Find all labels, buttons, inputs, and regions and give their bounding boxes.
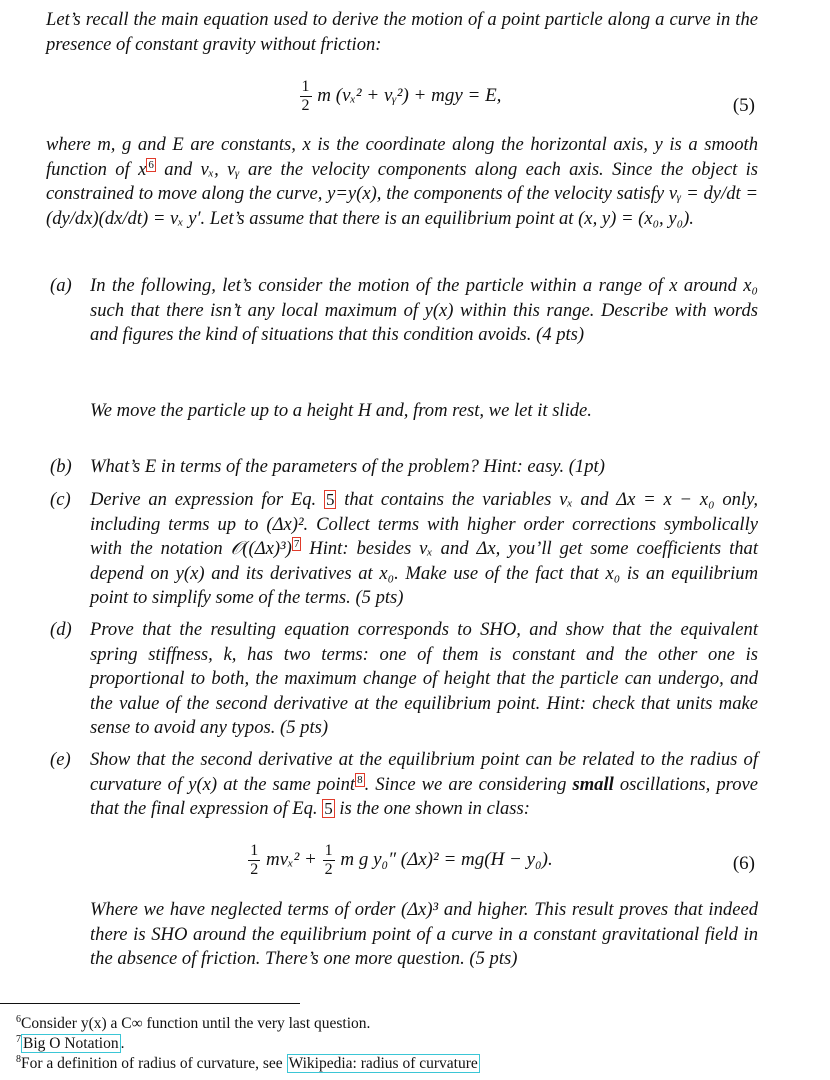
footnote-6-text: Consider y(x) a C∞ function until the very last question. [21, 1015, 371, 1033]
footnote-8-mark: 8 [16, 1054, 21, 1065]
where-text-a: where m, g and E are constants, x is the coordinate along the horizontal axis, y is a smooth function of x [46, 134, 758, 180]
eq6-numerator-2: 1 [324, 842, 333, 859]
question-d-text: Prove that the resulting equation corresponds to SHO, and show that the equivalent spring stiffness, k, has two terms: one of them is constant and the other one is proportional to both, the maximum change of height that the particle can undergo, and the value of the second derivative at the equilibrium point. Hint: check that units make sense to avoid any typos. (5 pts) [90, 619, 758, 738]
setup-text: We move the particle up to a height H and, from rest, we let it slide. [90, 400, 592, 421]
question-e-text-d: is the one shown in class: [334, 798, 530, 820]
wikipedia-radius-of-curvature-link[interactable]: Wikipedia: radius of curvature [288, 1055, 478, 1073]
eq5-expression: m (vₓ² + vᵧ²) + mgy = E, [317, 84, 502, 106]
footnote-7-mark: 7 [16, 1034, 21, 1045]
conclusion-text: Where we have neglected terms of order (Δx)³ and higher. This result proves that indeed there is SHO around the equilibrium point of a curve in a constant gravitational field in the absence of friction. There’s one more question. (5 pts) [90, 899, 758, 969]
question-e-text [90, 748, 758, 822]
where-paragraph [46, 133, 758, 231]
eq6-numerator-1: 1 [250, 842, 259, 859]
question-c-label: (c) [50, 489, 71, 510]
equation-5 [40, 78, 760, 115]
question-b-label: (b) [50, 456, 72, 477]
eq6-denominator-1: 2 [250, 861, 259, 878]
footnote-rule [0, 1003, 300, 1004]
eq5-denominator: 2 [301, 97, 310, 114]
eq-ref-5[interactable]: 5 [325, 490, 335, 509]
eq6-part-2: m g y₀″ (Δx)² = mg(H − y₀). [340, 848, 553, 870]
footnote-8 [16, 1050, 776, 1074]
footnote-ref-8[interactable]: 8 [357, 773, 363, 786]
question-c-text-b: that contains the variables vₓ and Δx = x − x₀ only, including terms up to (Δx)². Collect terms with higher order corrections symbolically with the notation 𝒪((Δx)³) [90, 489, 758, 560]
footnote-ref-6[interactable]: 6 [148, 158, 154, 171]
question-c-text [90, 488, 758, 611]
eq-ref-5-second[interactable]: 5 [324, 799, 333, 819]
eq6-part-1: mvₓ² + [266, 848, 317, 870]
footnote-7-tail: . [120, 1035, 125, 1053]
bold-small: small [572, 773, 614, 795]
eq6-fraction-1 [248, 842, 260, 879]
footnote-ref-7[interactable]: 7 [293, 538, 300, 550]
intro-paragraph: Let’s recall the main equation used to derive the motion of a point particle along a curve in the presence of constant gravity without friction: [46, 9, 758, 55]
equation-6 [40, 842, 760, 879]
footnote-8-text: For a definition of radius of curvature, see [21, 1055, 287, 1073]
question-e-text-b: . Since we are considering [364, 773, 573, 795]
question-e-label: (e) [50, 749, 71, 770]
eq5-fraction [300, 78, 312, 115]
question-e-text-a: Show that the second derivative at the equilibrium point can be related to the radius of curvature of y(x) at the same point [90, 749, 758, 795]
question-a-label: (a) [50, 275, 72, 296]
eq6-denominator-2: 2 [324, 861, 333, 878]
question-e-text-c: oscillations, prove that the final expression of Eq. [90, 773, 758, 820]
eq5-number: (5) [732, 95, 755, 116]
big-o-notation-link[interactable]: Big O Notation [23, 1035, 119, 1053]
question-c-text-c: Hint: besides vₓ and Δx, you’ll get some coefficients that depend on y(x) and its derivatives at x₀. Make use of the fact that x₀ is an equilibrium point to simplify some of the terms. (5 pts) [90, 538, 759, 609]
question-d-label: (d) [50, 619, 72, 640]
question-a-text: In the following, let’s consider the motion of the particle within a range of x around x₀ such that there isn’t any local maximum of y(x) within this range. Describe with words and figures the kind of situations that this condition avoids. (4 pts) [90, 275, 758, 345]
eq5-numerator: 1 [301, 78, 310, 95]
question-b-text: What’s E in terms of the parameters of the problem? Hint: easy. (1pt) [90, 456, 605, 477]
question-c-text-a: Derive an expression for Eq. [90, 489, 324, 510]
eq6-fraction-2 [323, 842, 335, 879]
footnote-6-mark: 6 [16, 1014, 21, 1025]
where-text-b: and vₓ, vᵧ are the velocity components along each axis. Since the object is constrained to move along the curve, y=y(x), the components of the velocity satisfy vᵧ = dy/dt = (dy/dx)(dx/dt) = vₓ y′. Let’s assume that there is an equilibrium point at (x, y) = (x₀, y₀). [46, 158, 759, 229]
eq6-number: (6) [732, 853, 755, 874]
